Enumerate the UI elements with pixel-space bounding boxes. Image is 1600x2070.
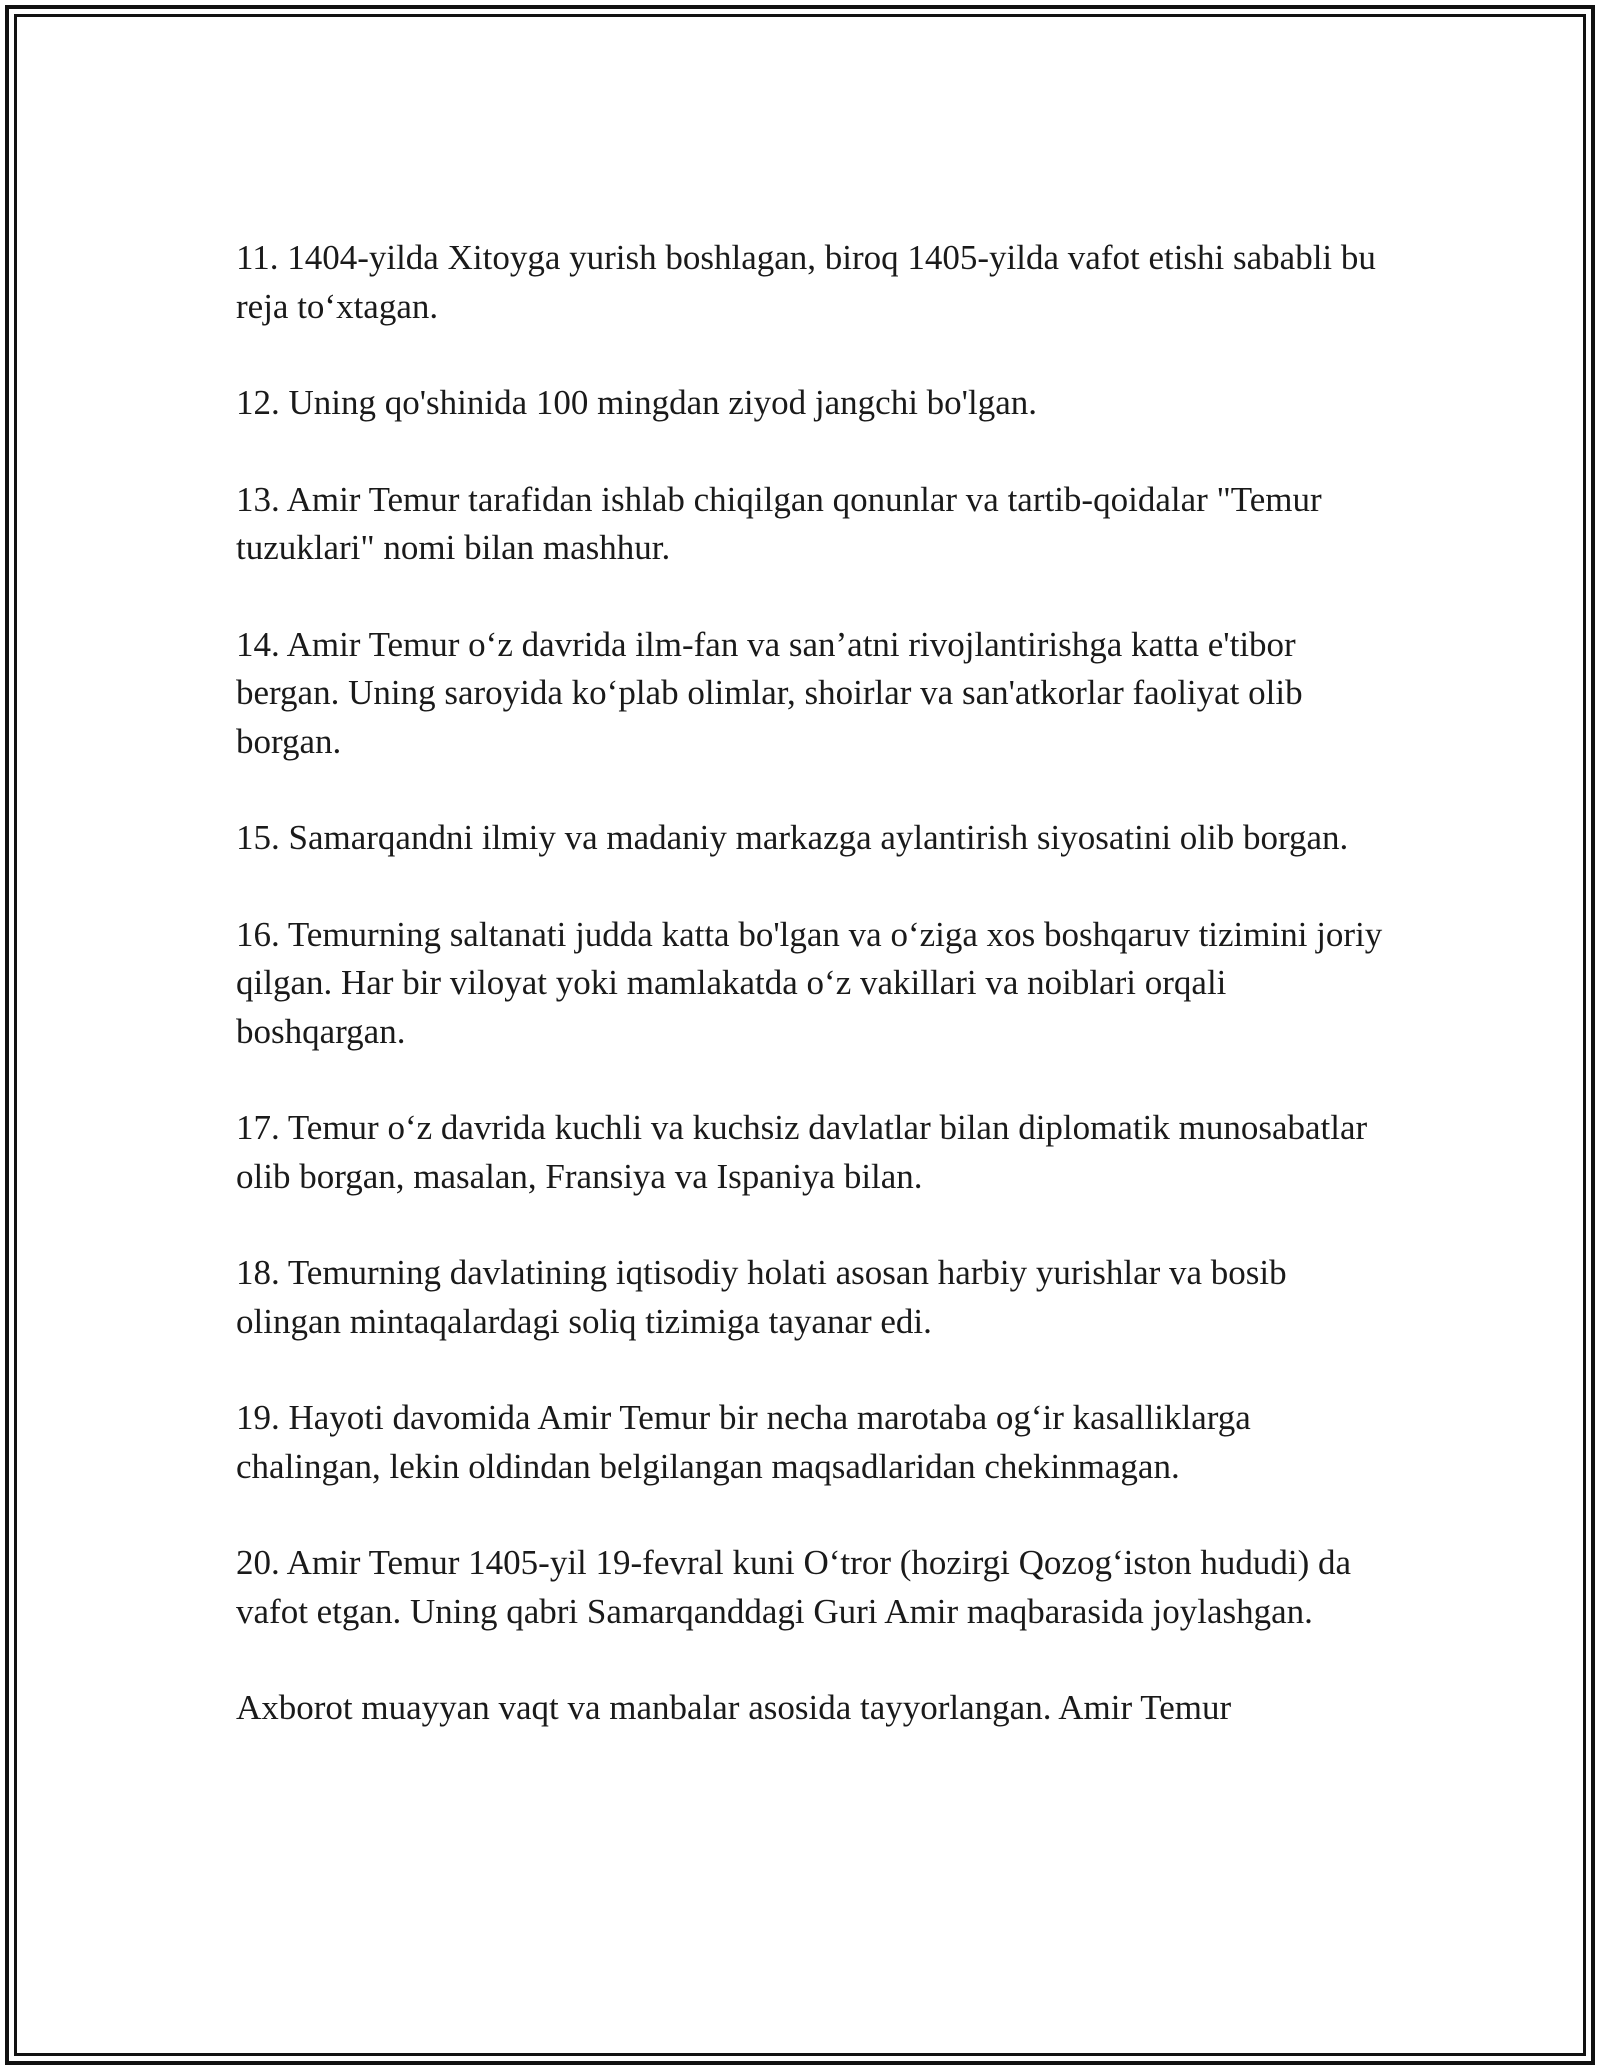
paragraph-12: 12. Uning qo'shinida 100 mingdan ziyod jangchi bo'lgan. xyxy=(236,383,1037,422)
paragraph-13: 13. Amir Temur tarafidan ishlab chiqilgan qonunlar va tartib-qoidalar "Temur tuzuklari" nomi bilan mashhur. xyxy=(236,479,1322,567)
paragraph-18: 18. Temurning davlatining iqtisodiy holati asosan harbiy yurishlar va bosib olingan mintaqalardagi soliq tizimiga tayanar edi. xyxy=(236,1253,1287,1341)
paragraph-11: 11. 1404-yilda Xitoyga yurish boshlagan, biroq 1405-yilda vafot etishi sababli bu reja to‘xtagan. xyxy=(236,238,1376,326)
paragraph-note: Axborot muayyan vaqt va manbalar asosida tayyorlangan. Amir Temur xyxy=(236,1688,1232,1727)
paragraph-20: 20. Amir Temur 1405-yil 19-fevral kuni O‘tror (hozirgi Qozog‘iston hududi) da vafot etgan. Uning qabri Samarqanddagi Guri Amir maqbarasida joylashgan. xyxy=(236,1543,1352,1631)
paragraph-15: 15. Samarqandni ilmiy va madaniy markazga aylantirish siyosatini olib borgan. xyxy=(236,818,1349,857)
paragraph-14: 14. Amir Temur o‘z davrida ilm-fan va san’atni rivojlantirishga katta e'tibor bergan. Uning saroyida ko‘plab olimlar, shoirlar va san'atkorlar faoliyat olib borgan. xyxy=(236,624,1303,761)
paragraph-19: 19. Hayoti davomida Amir Temur bir necha marotaba og‘ir kasalliklarga chalingan, lekin oldindan belgilangan maqsadlaridan chekinmagan. xyxy=(236,1398,1251,1486)
paragraph-17: 17. Temur o‘z davrida kuchli va kuchsiz davlatlar bilan diplomatik munosabatlar olib borgan, masalan, Fransiya va Ispaniya bilan. xyxy=(236,1108,1368,1196)
document-body xyxy=(236,234,1386,1781)
paragraph-16: 16. Temurning saltanati judda katta bo'lgan va o‘ziga xos boshqaruv tizimini joriy qilgan. Har bir viloyat yoki mamlakatda o‘z vakillari va noiblari orqali boshqargan. xyxy=(236,914,1383,1051)
